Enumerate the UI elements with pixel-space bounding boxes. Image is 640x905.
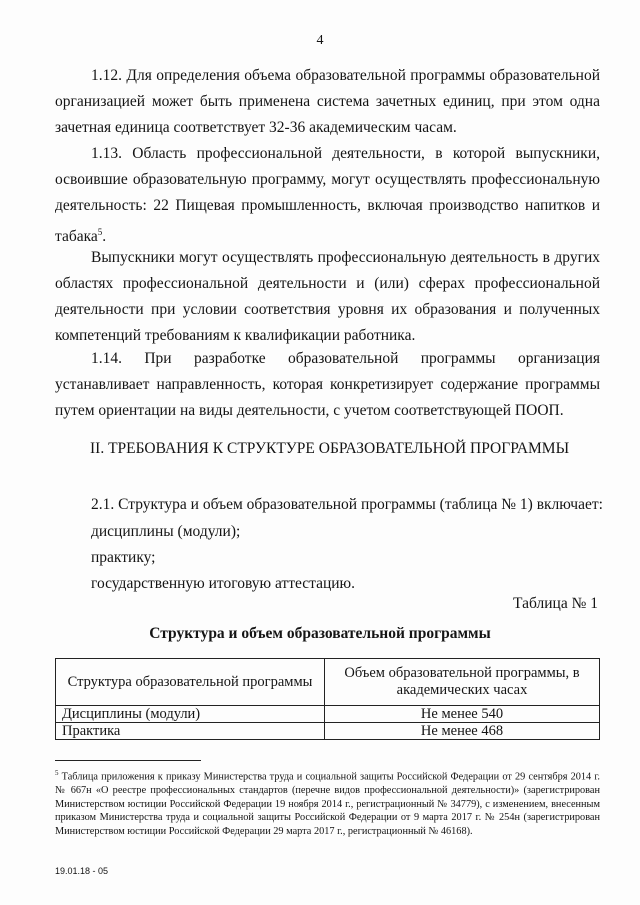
paragraph-2-1: 2.1. Структура и объем образовательной программы (таблица № 1) включает: xyxy=(91,496,603,513)
footnote xyxy=(55,767,600,838)
paragraph-1-12: 1.12. Для определения объема образовательной программы образовательной организацией может быть применена система зачетных единиц, при этом одна зачетная единица соответствует 32-36 академическим часам. xyxy=(55,67,600,136)
structure-table xyxy=(55,658,600,740)
table-cell-structure: Дисциплины (модули) xyxy=(56,706,325,723)
paragraph-1-13-text: 1.13. Область профессиональной деятельности, в которой выпускники, освоившие образовательную программу, могут осуществлять профессиональную деятельность: 22 Пищевая промышленность, включая производство напитков и табака xyxy=(55,145,600,246)
footnote-reference: 5 xyxy=(97,227,103,237)
table-cell-volume: Не менее 468 xyxy=(325,723,600,740)
document-code: 19.01.18 - 05 xyxy=(55,866,109,876)
table-cell-volume: Не менее 540 xyxy=(325,706,600,723)
table-caption: Таблица № 1 xyxy=(513,595,598,612)
paragraph-1-14: 1.14. При разработке образовательной программы организация устанавливает направленность, которая конкретизирует содержание программы путем ориентации на виды деятельности, с учетом соответствующей ПООП. xyxy=(55,350,600,419)
table-header-structure: Структура образовательной программы xyxy=(56,659,325,706)
list-item: государственную итоговую аттестацию. xyxy=(91,575,356,592)
table-title: Структура и объем образовательной программы xyxy=(149,625,491,642)
table-header-row xyxy=(56,659,600,706)
paragraph-graduates: Выпускники могут осуществлять профессиональную деятельность в других областях профессиональной деятельности и (или) сферах профессиональной деятельности при условии соответствия уровня их образования и полученных компетенций требованиям к квалификации работника. xyxy=(55,249,600,344)
footnote-separator xyxy=(55,760,201,761)
table-row xyxy=(56,723,600,740)
table-cell-structure: Практика xyxy=(56,723,325,740)
paragraph-1-13-end: . xyxy=(102,228,107,246)
table-row xyxy=(56,706,600,723)
table-header-volume: Объем образовательной программы, в академических часах xyxy=(325,659,600,706)
section-heading: II. ТРЕБОВАНИЯ К СТРУКТУРЕ ОБРАЗОВАТЕЛЬНОЙ ПРОГРАММЫ xyxy=(90,440,570,457)
footnote-text: Таблица приложения к приказу Министерства труда и социальной защиты Российской Федерации от 29 сентября 2014 г. № 667н «О реестре профессиональных стандартов (перечне видов профессиональной деятельности)» (зарегистрирован Министерством юстиции Российской Федерации 19 ноября 2014 г., регистрационный № 34779), с изменением, внесенным приказом Министерства труда и социальной защиты Российской Федерации от 9 марта 2017 г. № 254н (зарегистрирован Министерством юстиции Российской Федерации 29 марта 2017 г., регистрационный № 46168). xyxy=(55,771,600,837)
list-item: дисциплины (модули); xyxy=(91,523,241,540)
page-number: 4 xyxy=(316,33,324,48)
list-item: практику; xyxy=(91,549,156,566)
footnote-mark: 5 xyxy=(55,769,59,777)
paragraph-1-13 xyxy=(55,141,600,250)
